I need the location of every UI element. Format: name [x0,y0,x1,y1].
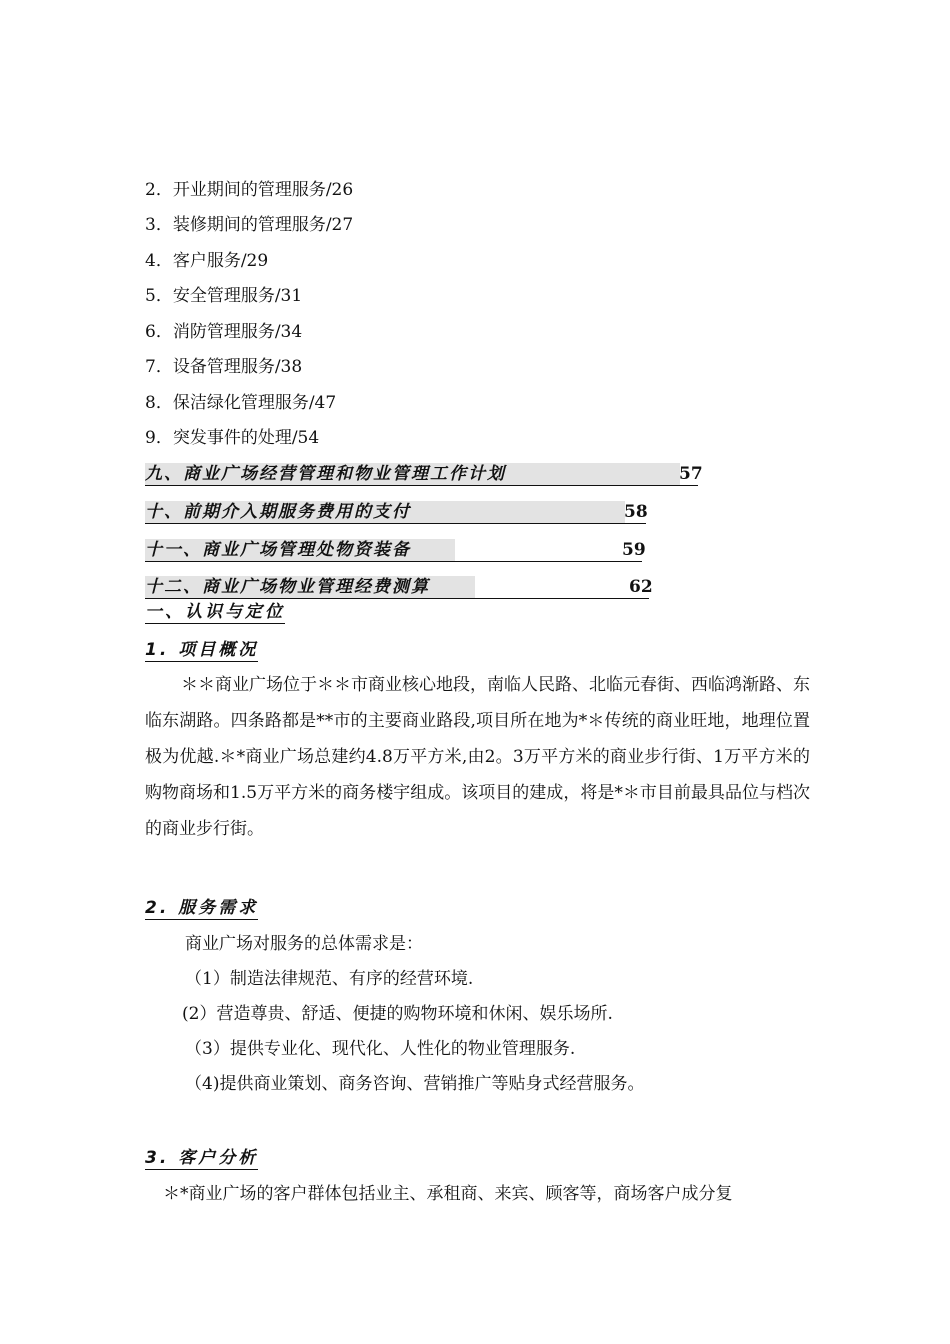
sub-heading: 3. 客户分析 [145,1148,259,1168]
toc-item: 9．突发事件的处理/54 [145,428,320,448]
toc-major-label: 十二、商业广场物业管理经费测算 [145,577,430,597]
toc-major-label: 十一、商业广场管理处物资装备 [145,540,411,560]
toc-item: 7．设备管理服务/38 [145,357,303,377]
body-paragraph: ＊＊商业广场位于＊＊市商业核心地段，南临人民路、北临元春街、西临鸿渐路、东临东湖路。四条路都是**市的主要商业路段,项目所在地为*＊传统的商业旺地，地理位置极为优越.＊*商业广场总建约4.8万平方米,由2。3万平方米的商业步行街、1万平方米的购物商场和1.5万平方米的商务楼宇组成。该项目的建成，将是*＊市目前最具品位与档次的商业步行街。 [145,675,810,839]
section-heading: 一、认识与定位 [145,602,285,622]
toc-item: 8．保洁绿化管理服务/47 [145,393,337,413]
list-item: （1）制造法律规范、有序的经营环境. [185,969,474,989]
toc-item: 3．装修期间的管理服务/27 [145,215,354,235]
toc-major-page: 58 [624,502,648,522]
toc-major-page: 62 [629,577,653,597]
list-item: （4)提供商业策划、商务咨询、营销推广等贴身式经营服务。 [185,1074,645,1094]
toc-item: 6．消防管理服务/34 [145,322,303,342]
body-line: 商业广场对服务的总体需求是： [185,934,423,954]
toc-item: 2．开业期间的管理服务/26 [145,180,354,200]
body-line: ＊*商业广场的客户群体包括业主、承租商、来宾、顾客等，商场客户成分复 [163,1184,733,1204]
list-item: (2）营造尊贵、舒适、便捷的购物环境和休闲、娱乐场所. [182,1004,613,1024]
sub-heading: 1. 项目概况 [145,640,259,660]
toc-major-entry [145,539,646,562]
toc-major-page: 59 [622,540,646,560]
toc-major-entry [145,576,653,599]
toc-major-entry [145,463,703,486]
toc-major-label: 九、商业广场经营管理和物业管理工作计划 [145,464,506,484]
sub-heading: 2. 服务需求 [145,898,259,918]
list-item: （3）提供专业化、现代化、人性化的物业管理服务. [185,1039,576,1059]
toc-major-label: 十、前期介入期服务费用的支付 [145,502,411,522]
toc-major-entry [145,501,646,524]
toc-item: 4．客户服务/29 [145,251,269,271]
toc-item: 5．安全管理服务/31 [145,286,303,306]
toc-major-page: 57 [679,464,703,484]
